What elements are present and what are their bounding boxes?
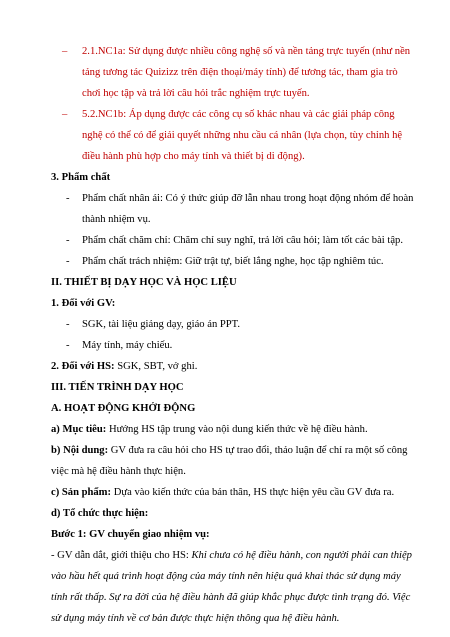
content-line [51, 444, 407, 458]
list-dash: - [66, 256, 70, 267]
list-dash: - [66, 319, 70, 330]
competency-line: 2.1.NC1a: Sử dụng được nhiều công nghệ số và nền tảng trực tuyến (như nền [82, 46, 411, 57]
section-heading: III. TIẾN TRÌNH DẠY HỌC [51, 382, 184, 393]
goal-text: Hướng HS tập trung vào nội dung kiến thức về hệ điều hành. [106, 424, 368, 435]
section-heading: 3. Phẩm chất [51, 172, 111, 183]
activity-heading: A. HOẠT ĐỘNG KHỞI ĐỘNG [51, 403, 196, 414]
product-text: Dựa vào kiến thức của bản thân, HS thực hiện yêu cầu GV đưa ra. [111, 487, 395, 498]
quality-line: Phẩm chất nhân ái: Có ý thức giúp đỡ lẫn nhau trong hoạt động nhóm để hoàn [82, 193, 414, 204]
list-dash: – [62, 46, 68, 57]
competency-line: nghệ có thể có để giải quyết những nhu cầu cá nhân (lựa chọn, tùy chỉnh hệ [82, 130, 403, 141]
content-text: GV đưa ra câu hỏi cho HS tự trao đổi, thảo luận để chỉ ra một số công [108, 445, 408, 456]
content-line: việc mà hệ điều hành thực hiện. [51, 466, 186, 477]
organization-heading: d) Tổ chức thực hiện: [51, 508, 149, 519]
subsection-heading: 1. Đối với GV: [51, 298, 116, 309]
intro-italic: Khi chưa có hệ điều hành, con người phải can thiệp [191, 550, 412, 561]
hs-equipment-line [51, 360, 197, 374]
hs-text: SGK, SBT, vở ghi. [114, 361, 198, 372]
quality-line: Phẩm chất chăm chỉ: Chăm chỉ suy nghĩ, trả lời câu hỏi; làm tốt các bài tập. [82, 235, 403, 246]
competency-line: chơi học tập và trả lời câu hỏi trắc nghiệm trực tuyến. [82, 88, 310, 99]
product-line [51, 486, 394, 500]
equipment-item: SGK, tài liệu giảng dạy, giáo án PPT. [82, 319, 241, 330]
goal-label: a) Mục tiêu: [51, 424, 107, 435]
content-label: b) Nội dung: [51, 445, 109, 456]
intro-line: vào hầu hết quá trình hoạt động của máy tính nên hiệu quả khai thác sử dụng máy [51, 571, 401, 582]
competency-line: điều hành phù hợp cho máy tính và thiết bị di động). [82, 151, 305, 162]
product-label: c) Sản phẩm: [51, 487, 112, 498]
goal-line [51, 423, 368, 437]
quality-line: Phẩm chất trách nhiệm: Giữ trật tự, biết lắng nghe, học tập nghiêm túc. [82, 256, 384, 267]
equipment-item: Máy tính, máy chiếu. [82, 340, 173, 351]
competency-line: tảng tương tác Quizizz trên điện thoại/máy tính) để tương tác, tham gia trò [82, 67, 398, 78]
section-heading: II. THIẾT BỊ DẠY HỌC VÀ HỌC LIỆU [51, 277, 237, 288]
competency-line: 5.2.NC1b: Áp dụng được các công cụ số khác nhau và các giải pháp công [82, 109, 395, 120]
intro-line: sử dụng máy tính về cơ bản được thực hiện thông qua hệ điều hành. [51, 613, 340, 624]
list-dash: - [66, 340, 70, 351]
list-dash: – [62, 109, 68, 120]
intro-line [51, 549, 412, 563]
intro-prefix: - GV dẫn dắt, giới thiệu cho HS: [51, 550, 192, 561]
hs-label: 2. Đối với HS: [51, 361, 115, 372]
step-heading: Bước 1: GV chuyển giao nhiệm vụ: [51, 529, 210, 540]
intro-line: tính rất thấp. Sự ra đời của hệ điều hành đã giúp khắc phục được tình trạng đó. Việc [51, 592, 411, 603]
quality-line: thành nhiệm vụ. [82, 214, 151, 225]
list-dash: - [66, 193, 70, 204]
list-dash: - [66, 235, 70, 246]
